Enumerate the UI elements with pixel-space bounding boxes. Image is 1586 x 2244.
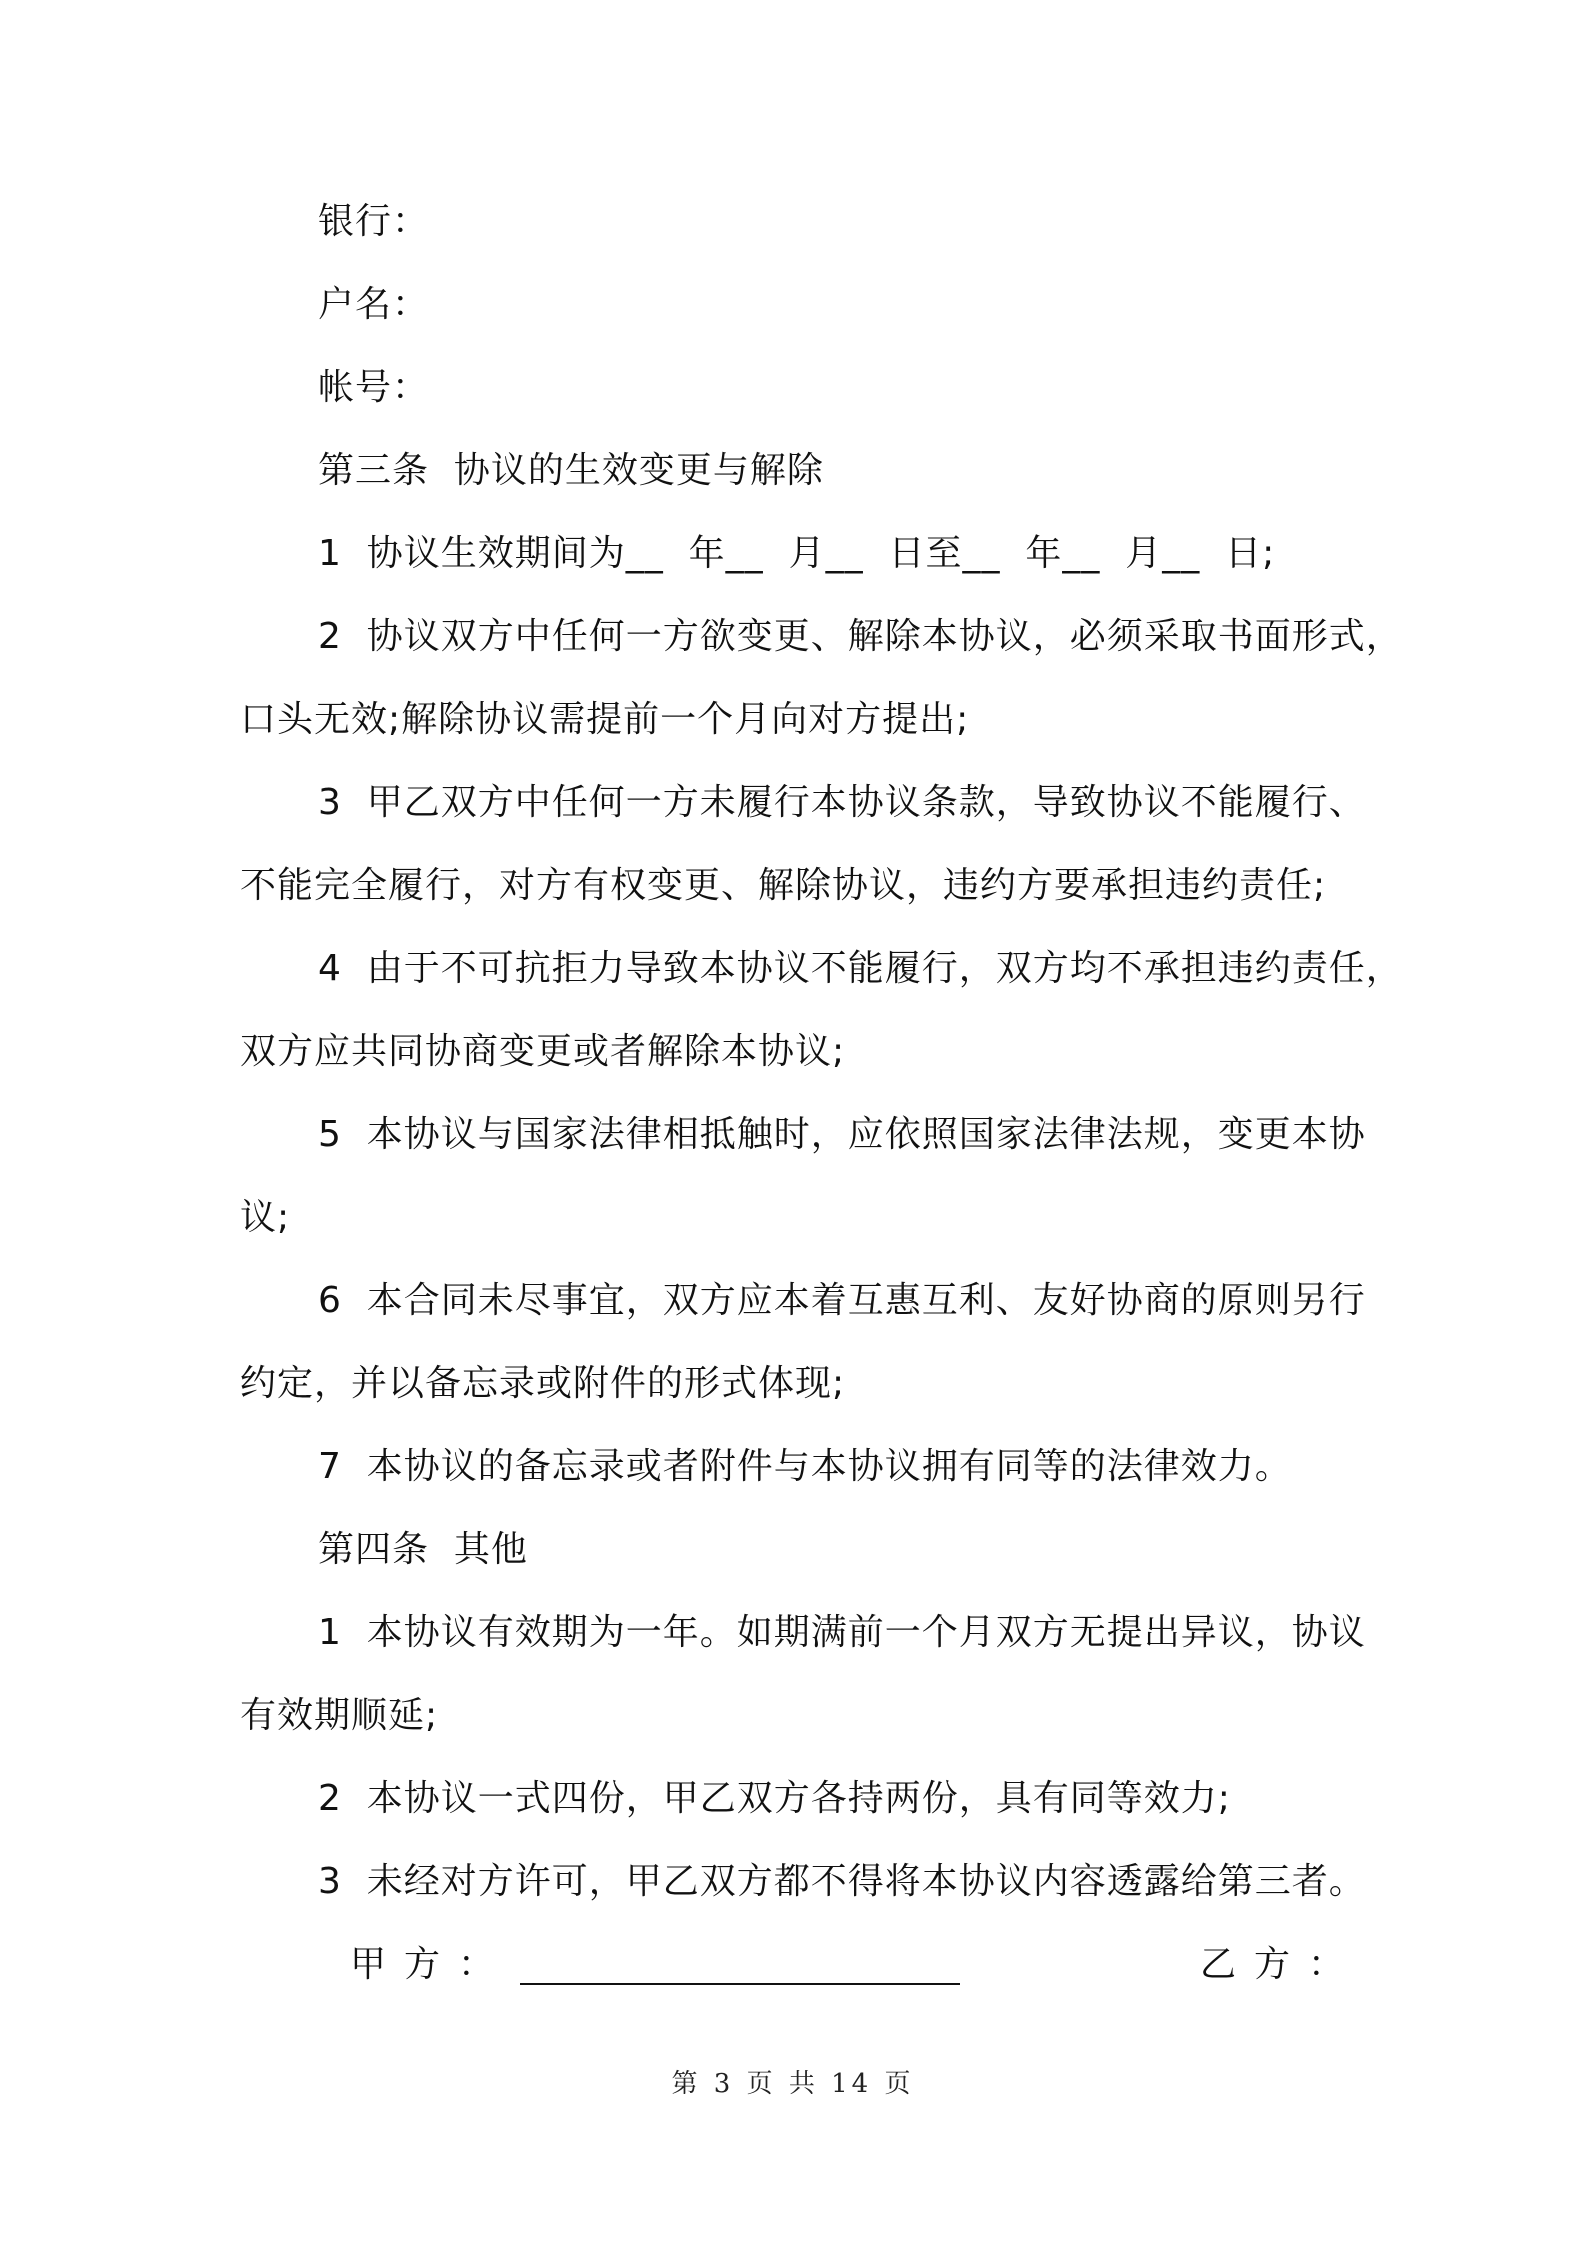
account-name-field-label: 户名： — [318, 284, 430, 325]
article-3-clause-3-line-2: 不能完全履行，对方有权变更、解除协议，违约方要承担违约责任; — [240, 865, 1327, 906]
article-3-clause-2-line-2: 口头无效;解除协议需提前一个月向对方提出; — [240, 699, 970, 740]
article-3-clause-4-line-2: 双方应共同协商变更或者解除本协议; — [240, 1031, 846, 1072]
article-3-clause-6-line-2: 约定，并以备忘录或附件的形式体现; — [240, 1363, 846, 1404]
signature-row — [350, 1943, 1363, 1993]
party-b-label: 乙方： — [1200, 1944, 1363, 1985]
page-number-footer: 第 3 页 共 14 页 — [671, 2069, 915, 2099]
article-4-heading: 第四条 其他 — [318, 1529, 528, 1570]
article-4-clause-1-line-2: 有效期顺延; — [240, 1695, 439, 1736]
article-3-clause-5-line-2: 议; — [240, 1197, 291, 1238]
article-3-clause-1: 1 协议生效期间为__ 年__ 月__ 日至__ 年__ 月__ 日; — [318, 533, 1276, 574]
party-a-signature-blank — [520, 1983, 960, 1985]
party-a-label: 甲方： — [350, 1944, 513, 1985]
article-3-clause-4-line-1: 4 由于不可抗拒力导致本协议不能履行，双方均不承担违约责任， — [318, 948, 1403, 989]
article-3-clause-3-line-1: 3 甲乙双方中任何一方未履行本协议条款，导致协议不能履行、 — [318, 782, 1366, 823]
article-3-clause-7: 7 本协议的备忘录或者附件与本协议拥有同等的法律效力。 — [318, 1446, 1292, 1487]
article-3-heading: 第三条 协议的生效变更与解除 — [318, 450, 824, 491]
article-4-clause-2: 2 本协议一式四份，甲乙双方各持两份，具有同等效力; — [318, 1778, 1231, 1819]
article-3-clause-6-line-1: 6 本合同未尽事宜，双方应本着互惠互利、友好协商的原则另行 — [318, 1280, 1366, 1321]
article-4-clause-3: 3 未经对方许可，甲乙双方都不得将本协议内容透露给第三者。 — [318, 1861, 1366, 1902]
article-3-clause-5-line-1: 5 本协议与国家法律相抵触时，应依照国家法律法规，变更本协 — [318, 1114, 1366, 1155]
account-number-field-label: 帐号： — [318, 367, 430, 408]
article-3-clause-2-line-1: 2 协议双方中任何一方欲变更、解除本协议，必须采取书面形式， — [318, 616, 1403, 657]
article-4-clause-1-line-1: 1 本协议有效期为一年。如期满前一个月双方无提出异议，协议 — [318, 1612, 1366, 1653]
bank-field-label: 银行： — [318, 201, 430, 242]
